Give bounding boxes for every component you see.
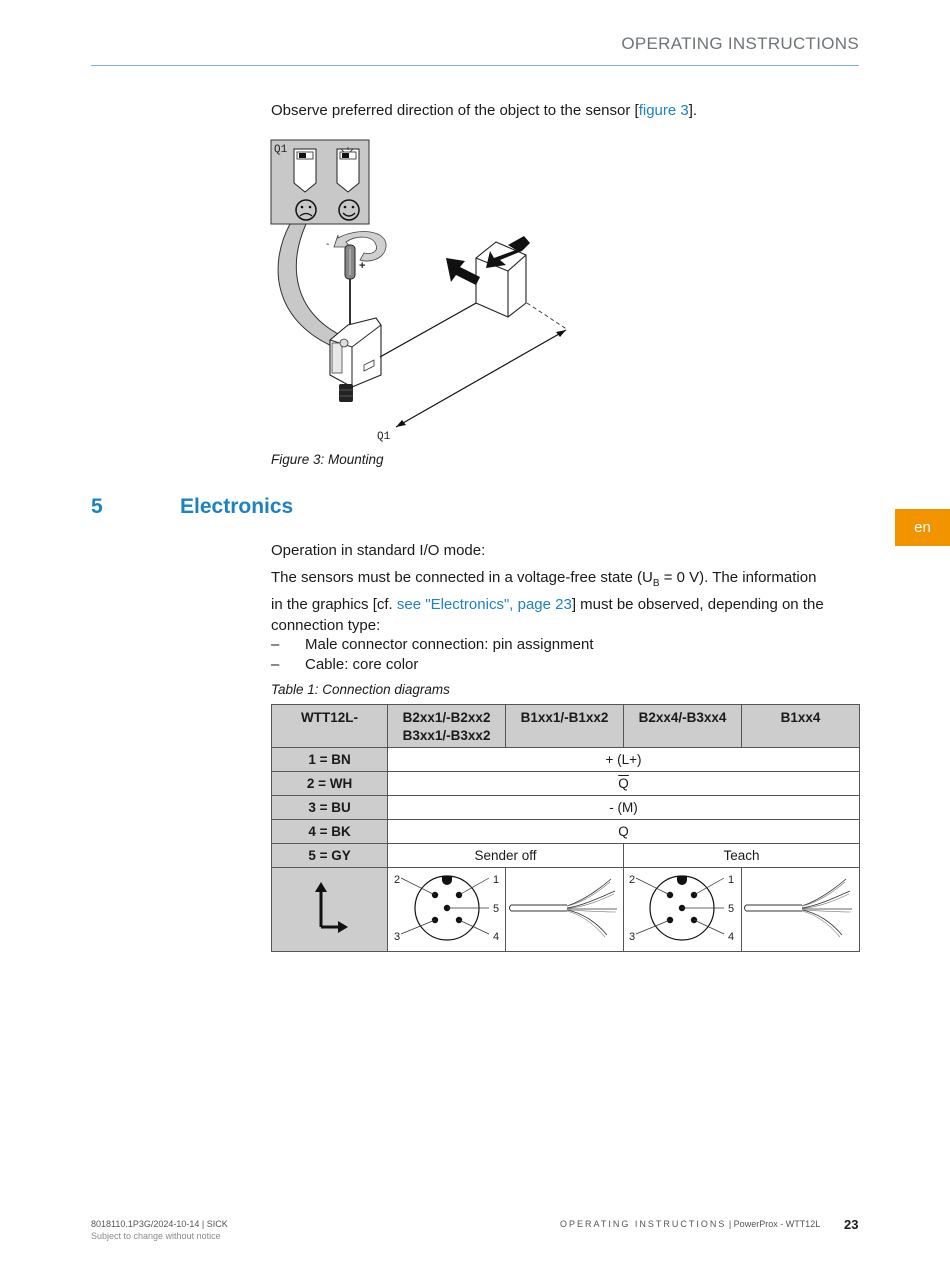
header-cell: B1xx4 xyxy=(741,705,859,748)
p2-text-d: ] must be observed, depending on the xyxy=(571,596,824,613)
section-title: Electronics xyxy=(180,495,294,518)
pin-cell: 5 = GY xyxy=(272,844,388,868)
pin-cell: 1 = BN xyxy=(272,748,388,772)
pin-cell: 2 = WH xyxy=(272,772,388,796)
header-cell xyxy=(388,705,506,748)
list-item xyxy=(271,655,418,675)
intro-paragraph xyxy=(271,100,697,121)
rotate-arrow-icon xyxy=(334,232,386,262)
figure-label-q1-top: Q1 xyxy=(274,144,288,156)
body-paragraph-2 xyxy=(271,567,824,636)
pin-label: 4 xyxy=(492,931,499,943)
axis-arrows-icon xyxy=(310,881,350,935)
intro-text: Observe preferred direction of the object to the sensor [ xyxy=(271,102,639,119)
header-cell: B1xx1/-B1xx2 xyxy=(506,705,624,748)
footer-doc-type: OPERATING INSTRUCTIONS xyxy=(560,1219,727,1229)
header-text: B2xx1/-B2xx2 xyxy=(402,710,491,725)
table-caption: Table 1: Connection diagrams xyxy=(271,682,450,697)
pin-label: 3 xyxy=(629,931,636,943)
figure-3-link[interactable]: figure 3 xyxy=(638,102,689,119)
figure-caption: Figure 3: Mounting xyxy=(271,452,384,467)
list-item xyxy=(271,635,594,655)
cable-cell xyxy=(506,868,624,952)
footer-center xyxy=(560,1219,820,1229)
mounting-figure xyxy=(268,135,588,447)
m12-connector-pinout-icon xyxy=(389,868,505,948)
header-cell: WTT12L- xyxy=(272,705,388,748)
figure-minus-label: - xyxy=(326,239,330,250)
header-cell: B2xx4/-B3xx4 xyxy=(624,705,742,748)
q-inverted: $\overline{Q}$ xyxy=(618,776,629,791)
table-header-row xyxy=(272,705,860,748)
language-tab[interactable]: en xyxy=(895,509,950,546)
value-cell xyxy=(388,772,860,796)
footer-product: | PowerProx - WTT12L xyxy=(726,1219,821,1229)
value-cell: Sender off xyxy=(388,844,624,868)
pin-label: 3 xyxy=(393,931,400,943)
section-number: 5 xyxy=(91,495,103,518)
footer-subject-notice: Subject to change without notice xyxy=(91,1231,221,1241)
value-cell: + (L+) xyxy=(388,748,860,772)
pin-label: 2 xyxy=(629,874,636,886)
axis-cell xyxy=(272,868,388,952)
list-dash: – xyxy=(271,656,280,673)
value-cell: - (M) xyxy=(388,796,860,820)
m12-connector-pinout-icon xyxy=(624,868,740,948)
header-text: B3xx1/-B3xx2 xyxy=(402,728,491,743)
table-row xyxy=(272,820,860,844)
table-row xyxy=(272,796,860,820)
pin-cell: 4 = BK xyxy=(272,820,388,844)
p2-subscript: B xyxy=(652,578,660,589)
footer-doc-id: 8018110.1P3G/2024-10-14 | SICK xyxy=(91,1219,228,1229)
table-row xyxy=(272,748,860,772)
p2-text-c: in the graphics [cf. xyxy=(271,596,397,613)
footer-left xyxy=(91,1218,228,1242)
header-divider xyxy=(91,65,859,66)
arrow-out-icon xyxy=(446,258,480,285)
cable-cores-icon xyxy=(507,873,623,943)
sensor-device-icon xyxy=(330,318,381,402)
p2-text-a: The sensors must be connected in a voltage-free state (U xyxy=(271,569,653,586)
page-number: 23 xyxy=(844,1217,859,1232)
p2-text-e: connection type: xyxy=(271,617,381,634)
figure-plus-label: + xyxy=(359,260,366,272)
connection-diagrams-table xyxy=(271,704,860,952)
table-row xyxy=(272,868,860,952)
pin-label: 1 xyxy=(728,874,735,886)
cable-cores-icon xyxy=(742,873,858,943)
p2-text-b: = 0 V). The information xyxy=(659,569,817,586)
figure-label-q1-bottom: Q1 xyxy=(377,431,391,443)
body-paragraph-1: Operation in standard I/O mode: xyxy=(271,542,486,559)
value-cell: Q xyxy=(388,820,860,844)
pin-label: 5 xyxy=(492,903,499,915)
pin-label: 1 xyxy=(492,874,499,886)
header-title: OPERATING INSTRUCTIONS xyxy=(621,34,859,53)
distance-arrow xyxy=(396,330,566,427)
table-row xyxy=(272,772,860,796)
pin-label: 5 xyxy=(728,903,735,915)
value-cell: Teach xyxy=(624,844,860,868)
pin-label: 4 xyxy=(728,931,735,943)
connector-cell xyxy=(388,868,506,952)
table-row xyxy=(272,844,860,868)
list-item-text: Cable: core color xyxy=(305,656,419,673)
screwdriver-icon xyxy=(345,245,355,325)
list-item-text: Male connector connection: pin assignment xyxy=(305,636,594,653)
pin-label: 2 xyxy=(393,874,400,886)
list-dash: – xyxy=(271,636,280,653)
intro-suffix: ]. xyxy=(688,102,698,119)
target-object-cube-icon xyxy=(476,242,526,317)
pin-cell: 3 = BU xyxy=(272,796,388,820)
connector-cell xyxy=(624,868,742,952)
electronics-page-link[interactable]: see "Electronics", page 23 xyxy=(396,596,572,613)
cable-cell xyxy=(741,868,859,952)
